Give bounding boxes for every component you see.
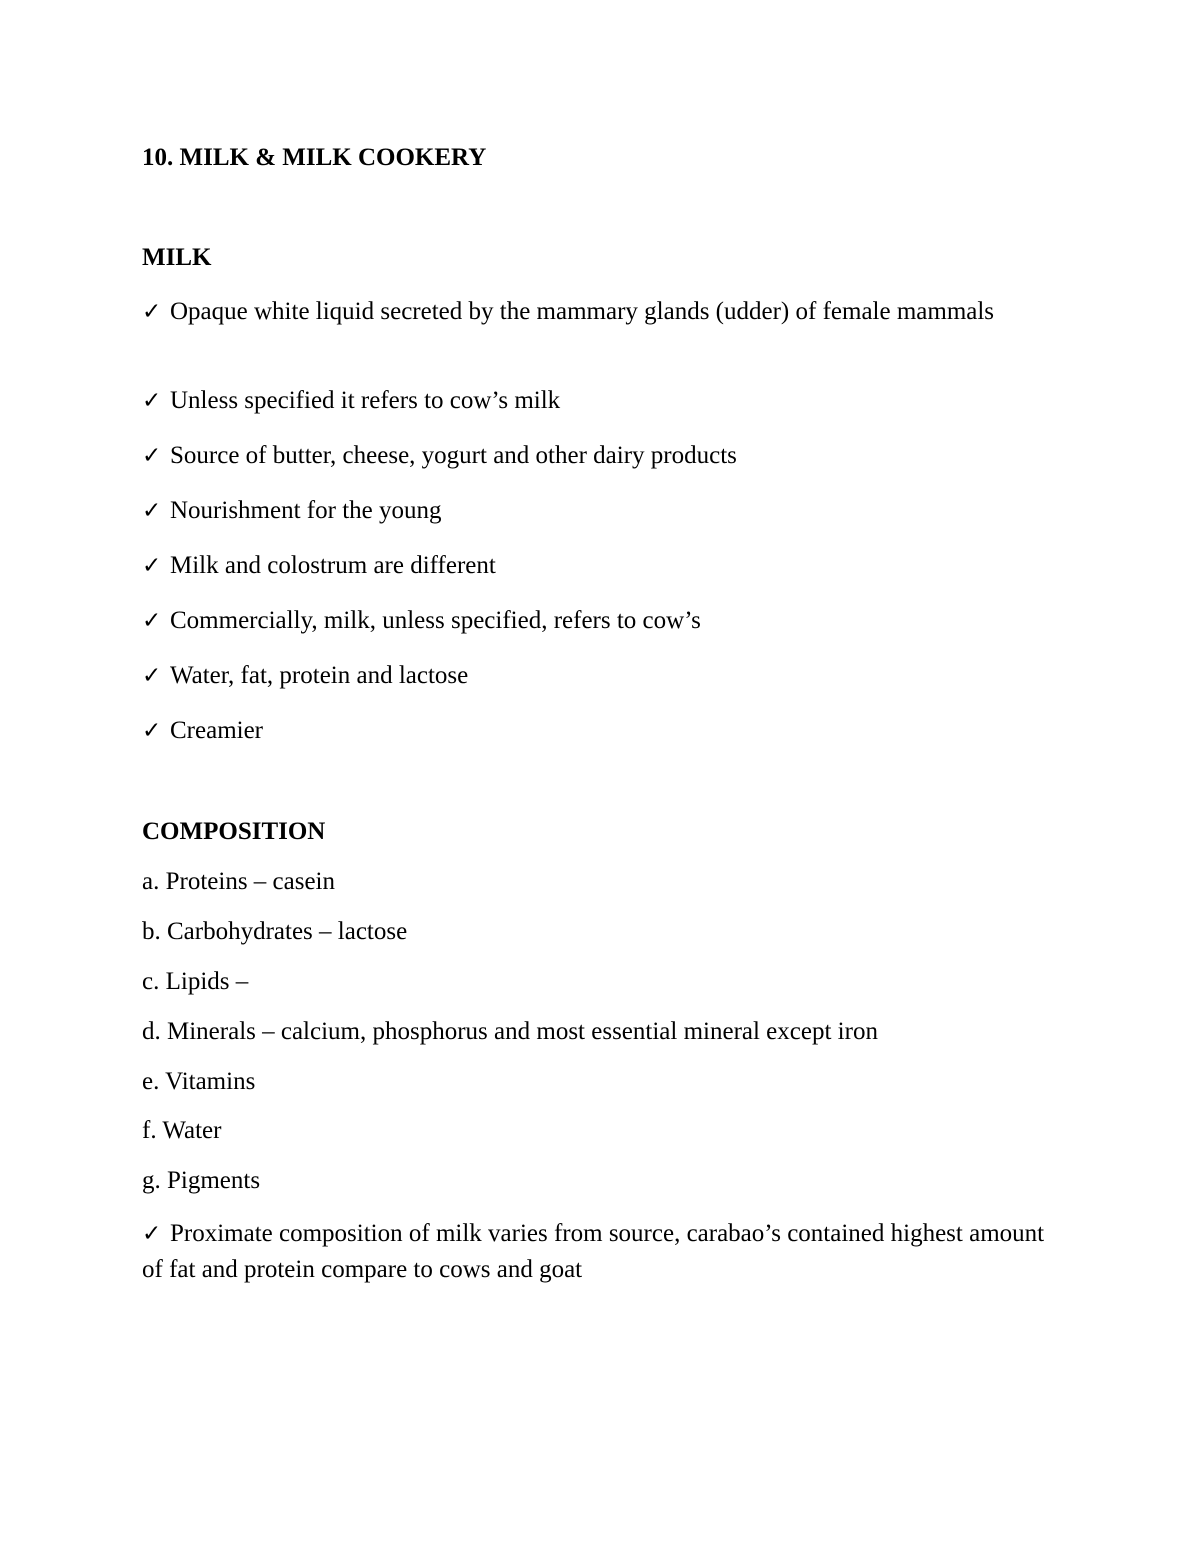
checkmark-icon: ✓ [142, 498, 162, 524]
checkmark-icon: ✓ [142, 718, 162, 744]
composition-item-d: d. Minerals – calcium, phosphorus and most essential mineral except iron [142, 1018, 878, 1045]
milk-item-1: ✓ Opaque white liquid secreted by the mammary glands (udder) of female mammals [142, 294, 1062, 330]
checkmark-icon: ✓ [142, 299, 162, 325]
composition-item-a: a. Proteins – casein [142, 868, 336, 895]
milk-item-6: ✓ Commercially, milk, unless specified, refers to cow’s [142, 603, 701, 639]
checkmark-icon: ✓ [142, 663, 162, 689]
composition-item-e: e. Vitamins [142, 1068, 256, 1095]
checkmark-icon: ✓ [142, 1221, 162, 1247]
milk-item-2: ✓ Unless specified it refers to cow’s milk [142, 383, 560, 419]
milk-item-3: ✓ Source of butter, cheese, yogurt and other dairy products [142, 438, 737, 474]
checkmark-icon: ✓ [142, 608, 162, 634]
document-title: 10. MILK & MILK COOKERY [142, 144, 487, 171]
milk-item-7: ✓ Water, fat, protein and lactose [142, 658, 468, 694]
composition-item-c: c. Lipids – [142, 968, 249, 995]
composition-heading: COMPOSITION [142, 818, 326, 845]
milk-item-5: ✓ Milk and colostrum are different [142, 548, 496, 584]
milk-item-8: ✓ Creamier [142, 713, 263, 749]
milk-heading: MILK [142, 244, 212, 271]
milk-item-4: ✓ Nourishment for the young [142, 493, 441, 529]
composition-item-f: f. Water [142, 1117, 222, 1144]
checkmark-icon: ✓ [142, 388, 162, 414]
checkmark-icon: ✓ [142, 443, 162, 469]
checkmark-icon: ✓ [142, 553, 162, 579]
composition-note: ✓ Proximate composition of milk varies from source, carabao’s contained highest amount of fat and protein compare to cows and goat [142, 1216, 1062, 1288]
composition-item-g: g. Pigments [142, 1167, 261, 1194]
composition-item-b: b. Carbohydrates – lactose [142, 918, 408, 945]
